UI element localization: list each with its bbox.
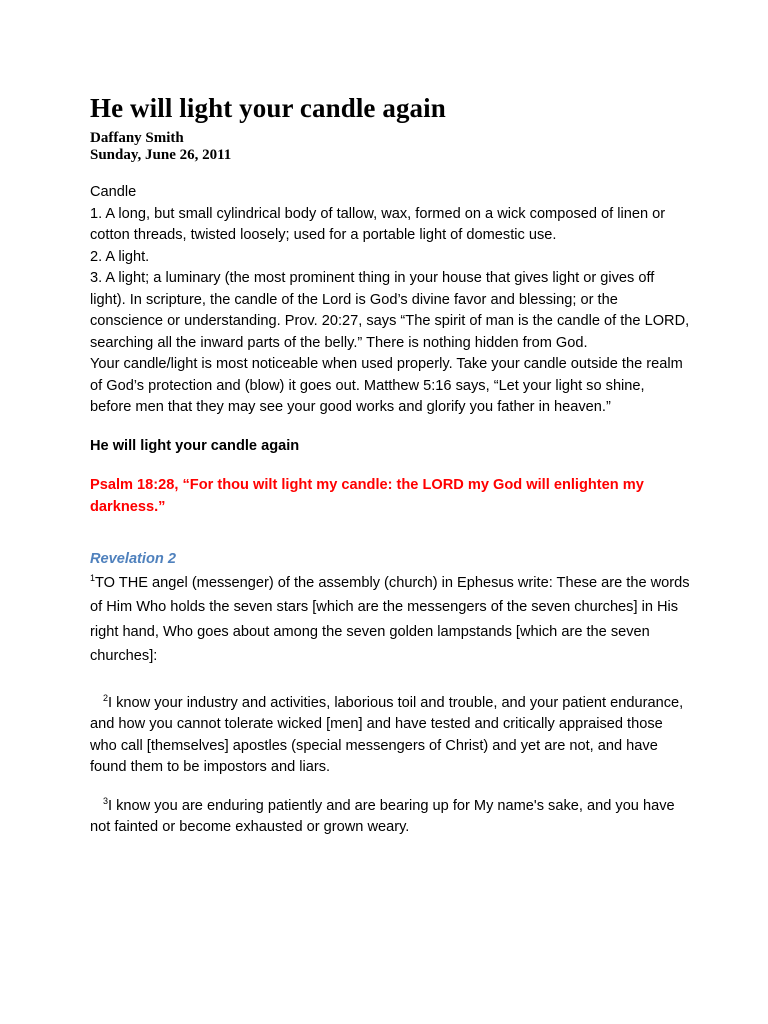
verse-text: I know you are enduring patiently and are bearing up for My name's sake, and you have not fainted or become exhausted or grown weary. bbox=[90, 797, 675, 835]
psalm-quote: Psalm 18:28, “For thou wilt light my candle: the LORD my God will enlighten my darkness.” bbox=[90, 477, 644, 515]
verse-number: 1 bbox=[90, 572, 96, 583]
document-content bbox=[90, 88, 690, 839]
definition-item: 2. A light. bbox=[90, 248, 150, 265]
definition-item: 1. A long, but small cylindrical body of tallow, wax, formed on a wick composed of linen or cotton threads, twisted loosely; used for a portable light of domestic use. bbox=[90, 205, 666, 243]
verse-number: 3 bbox=[103, 795, 109, 806]
verse-3 bbox=[90, 796, 690, 839]
author-name: Daffany Smith bbox=[90, 130, 184, 146]
verse-1 bbox=[90, 571, 690, 669]
verse-number: 2 bbox=[103, 692, 109, 703]
document-title: He will light your candle again bbox=[90, 93, 446, 123]
publish-date: Sunday, June 26, 2011 bbox=[90, 147, 232, 163]
body-paragraph: Your candle/light is most noticeable when used properly. Take your candle outside the realm of God’s protection and (blow) it goes out. Matthew 5:16 says, “Let your light so shine, before men that they may see your good works and glorify you father in heaven.” bbox=[90, 356, 683, 415]
definition-block bbox=[90, 182, 690, 419]
revelation-heading: Revelation 2 bbox=[90, 551, 176, 567]
verse-text: I know your industry and activities, laborious toil and trouble, and your patient endurance, and how you cannot tolerate wicked [men] and have tested and critically appraised those who call [themselves] apostles (special messengers of Christ) and yet are not, and have found them to be impostors and liars. bbox=[90, 694, 684, 775]
definition-item: 3. A light; a luminary (the most prominent thing in your house that gives light or gives off light). In scripture, the candle of the Lord is God’s divine favor and blessing; or the conscience or understanding. Prov. 20:27, says “The spirit of man is the candle of the LORD, searching all the inward parts of the belly.” There is nothing hidden from God. bbox=[90, 270, 690, 351]
definition-term: Candle bbox=[90, 184, 137, 200]
section-heading: He will light your candle again bbox=[90, 437, 300, 454]
verse-2 bbox=[90, 693, 690, 779]
verse-text: TO THE angel (messenger) of the assembly (church) in Ephesus write: These are the words of Him Who holds the seven stars [which are the messengers of the seven churches] in His right hand, Who goes about among the seven golden lampstands [which are the seven churches]: bbox=[90, 574, 690, 664]
